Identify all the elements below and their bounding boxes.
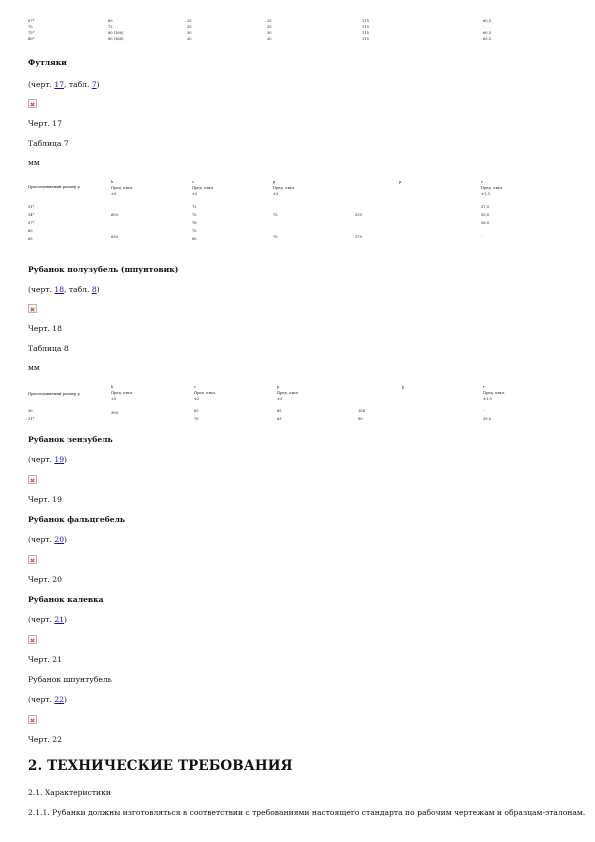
table-cell: 80 (160) bbox=[108, 31, 124, 35]
table-cell: 75 bbox=[192, 229, 197, 233]
ref-text: ) bbox=[64, 695, 68, 704]
section-title-falts: Рубанок фальцгебель bbox=[28, 515, 126, 524]
ref-text: ) bbox=[96, 285, 100, 294]
table-header-cell: b bbox=[111, 180, 114, 184]
table-cell: 300 bbox=[111, 411, 118, 415]
section-heading: 2. ТЕХНИЧЕСКИЕ ТРЕБОВАНИЯ bbox=[28, 758, 293, 774]
table-cell: 65 bbox=[277, 409, 282, 413]
table-cell: 75 bbox=[273, 213, 278, 217]
table-cell: 30 bbox=[267, 31, 272, 35]
table-cell: 63 bbox=[277, 417, 282, 421]
table-cell: 65,5 bbox=[483, 37, 492, 41]
table-header-cell: ±2 bbox=[194, 397, 200, 401]
ref-text: (черт. bbox=[28, 535, 55, 544]
ref-text: (черт. bbox=[28, 455, 55, 464]
table-cell: 70 bbox=[28, 25, 33, 29]
section-title-futlyar: Футляки bbox=[28, 58, 67, 67]
ref-text: ) bbox=[64, 455, 68, 464]
broken-image-icon bbox=[28, 304, 37, 313]
table-cell: - bbox=[483, 409, 485, 413]
table-header-cell: Пред. откл. bbox=[483, 391, 505, 395]
table-cell: 65 bbox=[28, 237, 33, 241]
broken-image-icon bbox=[28, 715, 37, 724]
table-header-cell: p bbox=[402, 385, 405, 389]
table-cell: 115 bbox=[362, 19, 369, 23]
table-header-cell: ±1,5 bbox=[483, 397, 492, 401]
table-header-cell: ±3 bbox=[277, 397, 283, 401]
broken-image-icon bbox=[28, 555, 37, 564]
table-cell: 51* bbox=[28, 205, 35, 209]
table-header-cell: Пред. откл. bbox=[111, 391, 133, 395]
ref-text: (черт. bbox=[28, 615, 55, 624]
ref-text: , табл. bbox=[64, 285, 92, 294]
table-cell: 69 bbox=[108, 19, 113, 23]
table-cell: 25 bbox=[267, 19, 272, 23]
table-cell: 104 bbox=[358, 409, 365, 413]
table-header-cell: ±2 bbox=[192, 192, 198, 196]
table-header-cell: ±5 bbox=[111, 192, 117, 196]
table-cell: 115 bbox=[362, 31, 369, 35]
table-7-link[interactable]: 7 bbox=[91, 80, 97, 89]
table-cell: 80* bbox=[28, 37, 35, 41]
ref-text: ) bbox=[64, 535, 68, 544]
table-cell: 31* bbox=[28, 417, 35, 421]
table-header-cell: ±3 bbox=[273, 192, 279, 196]
ref-text: (черт. bbox=[28, 285, 55, 294]
paragraph: 2.1.1. Рубанки должны изготовляться в соответствии с требованиями настоящего стандарта по рабочим чертежам и образцам-эталонам. bbox=[28, 808, 586, 817]
table-cell: 25 bbox=[187, 25, 192, 29]
chart-21-link[interactable]: 21 bbox=[54, 615, 65, 624]
section-title-polu: Рубанок полузубель (шпунтовик) bbox=[28, 265, 179, 274]
table-header-cell: ±1,5 bbox=[481, 192, 490, 196]
table-cell: 72 bbox=[192, 205, 197, 209]
table-cell: 650 bbox=[111, 235, 118, 239]
section-title-kalevka: Рубанок калевка bbox=[28, 595, 104, 604]
table-caption: Таблица 7 bbox=[28, 139, 69, 148]
chart-caption: Черт. 19 bbox=[28, 495, 62, 504]
chart-17-link[interactable]: 17 bbox=[54, 80, 65, 89]
section-title-shpunt: Рубанок шпунтубель bbox=[28, 675, 112, 684]
table-header-cell: Пред. откл. bbox=[192, 186, 214, 190]
table-header-cell: r bbox=[483, 385, 485, 389]
table-cell: 67* bbox=[28, 19, 35, 23]
table-cell: 270 bbox=[355, 235, 362, 239]
table-cell: 55,5 bbox=[481, 213, 490, 217]
table-header-cell: Пред. откл. bbox=[481, 186, 503, 190]
chart-caption: Черт. 20 bbox=[28, 575, 62, 584]
chart-reference bbox=[28, 535, 67, 544]
ref-text: ) bbox=[64, 615, 68, 624]
table-cell: 65 bbox=[194, 409, 199, 413]
broken-image-icon bbox=[28, 635, 37, 644]
table-cell: 70 bbox=[273, 235, 278, 239]
broken-image-icon bbox=[28, 475, 37, 484]
table-cell: 57,5 bbox=[481, 205, 490, 209]
table-cell: 80 (160) bbox=[108, 37, 124, 41]
chart-reference bbox=[28, 455, 67, 464]
unit-label: мм bbox=[28, 363, 40, 372]
table-cell: 39,5 bbox=[483, 417, 492, 421]
chart-table-reference bbox=[28, 80, 100, 89]
table-cell: 30 bbox=[267, 37, 272, 41]
table-cell: 58,5 bbox=[481, 221, 490, 225]
table-cell: 30 bbox=[187, 37, 192, 41]
table-cell: 60,5 bbox=[483, 19, 492, 23]
chart-18-link[interactable]: 18 bbox=[54, 285, 65, 294]
table-cell: 75 bbox=[194, 417, 199, 421]
table-cell: 60,5 bbox=[483, 31, 492, 35]
ref-text: , табл. bbox=[64, 80, 92, 89]
table-cell: 75 bbox=[192, 213, 197, 217]
table-header-cell: Присоединяемый размер р bbox=[28, 392, 80, 396]
table-cell: 78 bbox=[192, 221, 197, 225]
table-header-cell: p bbox=[399, 180, 402, 184]
table-header-cell: Пред. откл. bbox=[273, 186, 295, 190]
table-header-cell: Пред. откл. bbox=[194, 391, 216, 395]
table-cell: 30 bbox=[187, 31, 192, 35]
broken-image-icon bbox=[28, 99, 37, 108]
chart-reference bbox=[28, 695, 67, 704]
table-8-link[interactable]: 8 bbox=[91, 285, 97, 294]
table-cell: 25 bbox=[187, 19, 192, 23]
unit-label: мм bbox=[28, 158, 40, 167]
table-cell: 115 bbox=[362, 37, 369, 41]
table-header-cell: c bbox=[192, 180, 195, 184]
chart-caption: Черт. 21 bbox=[28, 655, 62, 664]
table-caption: Таблица 8 bbox=[28, 344, 69, 353]
chart-20-link[interactable]: 20 bbox=[54, 535, 65, 544]
table-cell: 54* bbox=[28, 213, 35, 217]
table-header-cell: p bbox=[277, 385, 280, 389]
table-cell: 60 bbox=[28, 229, 33, 233]
table-header-cell: c bbox=[194, 385, 197, 389]
table-header-cell: b bbox=[111, 385, 114, 389]
subsection-title: 2.1. Характеристики bbox=[28, 788, 111, 797]
table-cell: 75* bbox=[28, 31, 35, 35]
chart-caption: Черт. 17 bbox=[28, 119, 62, 128]
table-header-cell: Пред. откл. bbox=[111, 186, 133, 190]
chart-19-link[interactable]: 19 bbox=[54, 455, 65, 464]
chart-reference bbox=[28, 615, 67, 624]
chart-22-link[interactable]: 22 bbox=[54, 695, 65, 704]
chart-table-reference bbox=[28, 285, 100, 294]
table-cell: - bbox=[481, 235, 483, 239]
table-header-cell: r bbox=[481, 180, 483, 184]
table-cell: 90 bbox=[358, 417, 363, 421]
table-cell: 72 bbox=[108, 25, 113, 29]
ref-text: (черт. bbox=[28, 80, 55, 89]
table-cell: 115 bbox=[362, 25, 369, 29]
table-header-cell: Присоединяемый размер р bbox=[28, 185, 80, 189]
section-title-zenzubel: Рубанок зензубель bbox=[28, 435, 113, 444]
table-header-cell: p bbox=[273, 180, 276, 184]
ref-text: (черт. bbox=[28, 695, 55, 704]
chart-caption: Черт. 18 bbox=[28, 324, 62, 333]
table-cell: 30 bbox=[28, 409, 33, 413]
table-cell: 25 bbox=[267, 25, 272, 29]
table-cell: 600 bbox=[111, 213, 118, 217]
table-cell: 57* bbox=[28, 221, 35, 225]
table-cell: 80 bbox=[192, 237, 197, 241]
chart-caption: Черт. 22 bbox=[28, 735, 62, 744]
table-header-cell: ±5 bbox=[111, 397, 117, 401]
table-cell: 250 bbox=[355, 213, 362, 217]
table-cell: - bbox=[483, 25, 485, 29]
ref-text: ) bbox=[96, 80, 100, 89]
table-header-cell: Пред. откл. bbox=[277, 391, 299, 395]
